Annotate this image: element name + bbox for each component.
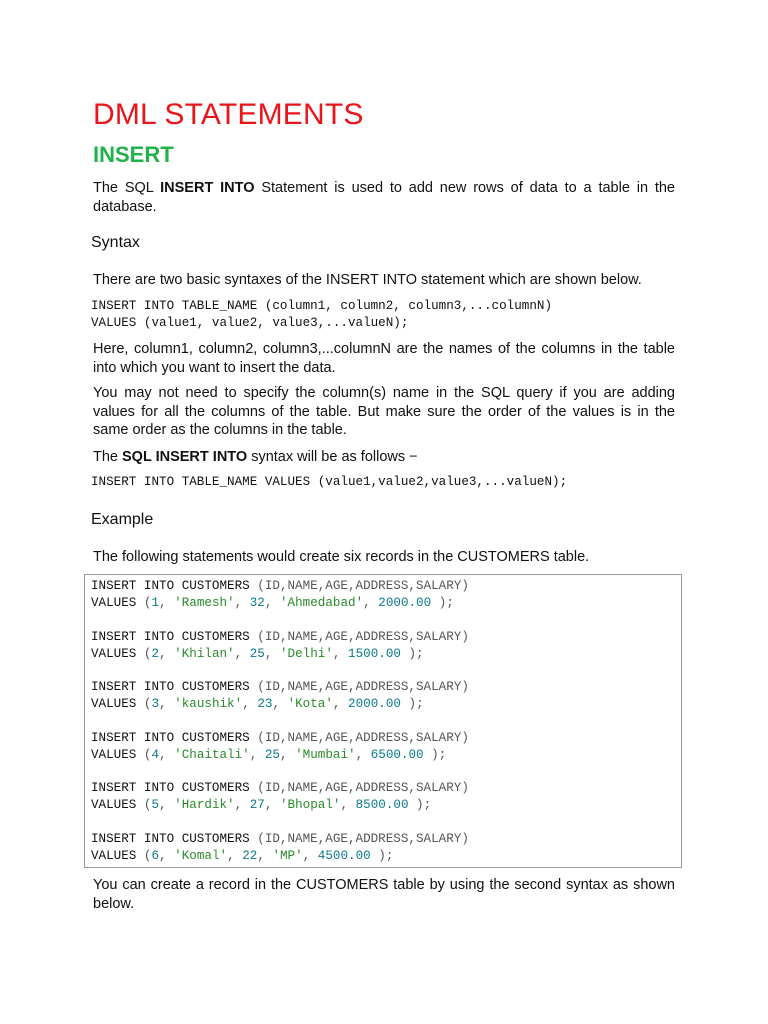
value-id: 4 xyxy=(151,747,160,762)
value-address: 'MP' xyxy=(272,849,303,863)
value-id: 2 xyxy=(151,646,160,661)
insert-line xyxy=(91,679,679,696)
code-example-box xyxy=(84,574,682,868)
value-name: 'Ramesh' xyxy=(174,596,235,610)
example-intro-paragraph: The following statements would create six records in the CUSTOMERS table. xyxy=(93,549,590,565)
insert-keyword: INSERT INTO CUSTOMERS xyxy=(91,579,258,593)
values-line xyxy=(91,797,679,814)
values-keyword: VALUES xyxy=(91,697,144,712)
separator: , xyxy=(159,747,175,762)
value-id: 5 xyxy=(151,798,160,813)
paren-open: ( xyxy=(143,798,152,813)
value-age: 32 xyxy=(249,596,265,610)
separator: , xyxy=(249,747,265,762)
separator: , xyxy=(332,646,349,661)
separator: , xyxy=(227,849,243,863)
syntax2-line: INSERT INTO TABLE_NAME VALUES (value1,value2,value3,...valueN); xyxy=(91,475,568,489)
insert-keyword: INSERT INTO CUSTOMERS xyxy=(91,832,258,846)
separator: , xyxy=(234,596,250,610)
separator: , xyxy=(264,596,280,610)
syntax2-text-pre: The xyxy=(93,449,123,465)
syntax1-line1: INSERT INTO TABLE_NAME (column1, column2, column3,...columnN) xyxy=(91,299,553,313)
value-salary: 8500.00 xyxy=(355,798,409,813)
value-address: 'Kota' xyxy=(287,697,333,712)
value-name: 'kaushik' xyxy=(174,697,243,712)
paren-close: ); xyxy=(370,849,394,863)
paren-close: ); xyxy=(431,596,454,610)
separator: , xyxy=(279,747,296,762)
separator: , xyxy=(234,646,250,661)
syntax-heading: Syntax xyxy=(91,234,140,251)
paren-close: ); xyxy=(408,798,432,813)
example-heading: Example xyxy=(91,511,154,528)
paren-close: ); xyxy=(423,747,447,762)
syntax2-text-post: syntax will be as follows − xyxy=(247,449,418,465)
paren-open: ( xyxy=(143,849,152,863)
separator: , xyxy=(257,849,273,863)
value-name: 'Chaitali' xyxy=(174,747,250,762)
insert-line xyxy=(91,831,679,848)
paren-open: ( xyxy=(143,697,152,712)
insert-line xyxy=(91,629,679,646)
optional-columns-paragraph: You may not need to specify the column(s) name in the SQL query if you are adding values for all the columns of the table. But make sure the order of the values is in the same order as the columns in the table. xyxy=(93,385,675,438)
value-age: 22 xyxy=(242,849,258,863)
insert-line xyxy=(91,780,679,797)
value-age: 27 xyxy=(249,798,265,813)
code-record-3 xyxy=(91,679,679,713)
intro-text-post: Statement is used to add new rows of data to a table in the database. xyxy=(93,180,675,215)
syntax-intro-paragraph: There are two basic syntaxes of the INSERT INTO statement which are shown below. xyxy=(93,272,642,288)
insert-keyword: INSERT INTO CUSTOMERS xyxy=(91,730,258,745)
value-salary: 6500.00 xyxy=(370,747,424,762)
code-record-4 xyxy=(91,730,679,764)
intro-text-bold: INSERT INTO xyxy=(160,180,255,196)
column-list: (ID,NAME,AGE,ADDRESS,SALARY) xyxy=(257,781,469,796)
value-age: 23 xyxy=(257,697,273,712)
syntax2-intro-paragraph xyxy=(93,448,675,467)
value-id: 3 xyxy=(151,697,160,712)
separator: , xyxy=(234,798,250,813)
separator: , xyxy=(159,646,175,661)
insert-line xyxy=(91,730,679,747)
value-salary: 4500.00 xyxy=(317,849,371,863)
intro-paragraph xyxy=(93,179,675,216)
value-address: 'Delhi' xyxy=(280,646,333,661)
column-list: (ID,NAME,AGE,ADDRESS,SALARY) xyxy=(257,680,469,695)
separator: , xyxy=(355,747,371,762)
code-record-1 xyxy=(91,578,679,612)
value-id: 1 xyxy=(151,596,160,610)
column-list: (ID,NAME,AGE,ADDRESS,SALARY) xyxy=(257,730,469,745)
values-keyword: VALUES xyxy=(91,596,144,610)
separator: , xyxy=(332,697,349,712)
values-line xyxy=(91,595,679,612)
values-line xyxy=(91,646,679,663)
values-keyword: VALUES xyxy=(91,849,144,863)
paren-open: ( xyxy=(143,646,152,661)
columns-paragraph: Here, column1, column2, column3,...columnN are the names of the columns in the table into which you want to insert the data. xyxy=(93,341,675,376)
value-salary: 2000.00 xyxy=(378,596,432,610)
separator: , xyxy=(363,596,379,610)
value-salary: 2000.00 xyxy=(348,697,401,712)
value-age: 25 xyxy=(249,646,265,661)
values-line xyxy=(91,747,679,764)
value-id: 6 xyxy=(151,849,160,863)
value-salary: 1500.00 xyxy=(348,646,401,661)
insert-keyword: INSERT INTO CUSTOMERS xyxy=(91,781,258,796)
paren-close: ); xyxy=(400,697,424,712)
paren-open: ( xyxy=(143,596,152,610)
separator: , xyxy=(159,596,175,610)
separator: , xyxy=(159,697,175,712)
values-keyword: VALUES xyxy=(91,646,144,661)
value-address: 'Mumbai' xyxy=(295,747,356,762)
value-name: 'Komal' xyxy=(174,849,228,863)
value-address: 'Ahmedabad' xyxy=(280,596,364,610)
values-keyword: VALUES xyxy=(91,798,144,813)
separator: , xyxy=(272,697,288,712)
separator: , xyxy=(302,849,318,863)
value-name: 'Khilan' xyxy=(174,646,235,661)
code-record-2 xyxy=(91,629,679,663)
values-line xyxy=(91,696,679,713)
separator: , xyxy=(264,798,280,813)
value-age: 25 xyxy=(264,747,280,762)
paren-open: ( xyxy=(143,747,152,762)
closing-paragraph: You can create a record in the CUSTOMERS table by using the second syntax as shown below. xyxy=(93,877,675,912)
code-record-6 xyxy=(91,831,679,865)
value-address: 'Bhopal' xyxy=(280,798,341,813)
separator: , xyxy=(264,646,280,661)
code-record-5 xyxy=(91,780,679,814)
values-keyword: VALUES xyxy=(91,747,144,762)
column-list: (ID,NAME,AGE,ADDRESS,SALARY) xyxy=(257,579,469,593)
section-heading-insert: INSERT xyxy=(93,142,174,167)
page-title: DML STATEMENTS xyxy=(93,98,364,131)
insert-line xyxy=(91,578,679,595)
separator: , xyxy=(242,697,258,712)
insert-keyword: INSERT INTO CUSTOMERS xyxy=(91,680,258,695)
separator: , xyxy=(340,798,356,813)
intro-text-pre: The SQL xyxy=(93,180,161,196)
values-line xyxy=(91,848,679,865)
insert-keyword: INSERT INTO CUSTOMERS xyxy=(91,629,258,644)
separator: , xyxy=(159,849,175,863)
value-name: 'Hardik' xyxy=(174,798,235,813)
column-list: (ID,NAME,AGE,ADDRESS,SALARY) xyxy=(257,629,469,644)
column-list: (ID,NAME,AGE,ADDRESS,SALARY) xyxy=(257,832,469,846)
syntax1-line2: VALUES (value1, value2, value3,...valueN); xyxy=(91,316,409,330)
separator: , xyxy=(159,798,175,813)
paren-close: ); xyxy=(400,646,424,661)
syntax2-text-bold: SQL INSERT INTO xyxy=(122,449,248,465)
